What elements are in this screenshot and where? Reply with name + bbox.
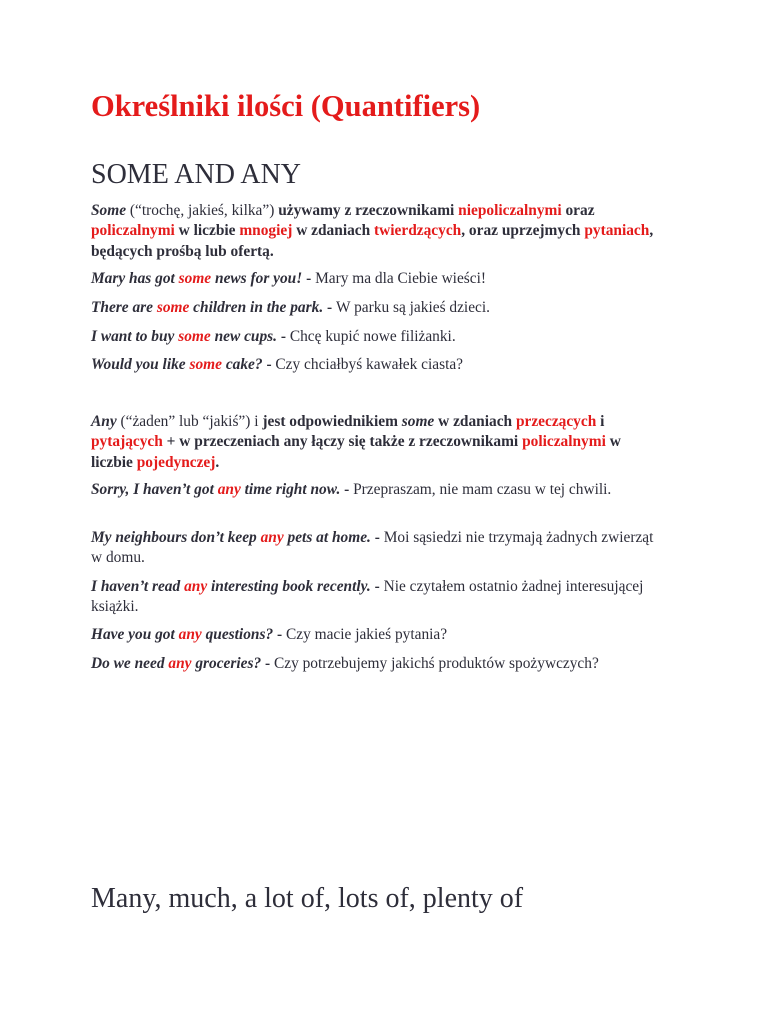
example-sentence — [91, 577, 661, 618]
example-english: pets at home. — [283, 529, 371, 546]
some-intro-paragraph — [91, 201, 661, 262]
intro-text: (“żaden” lub “jakiś”) i — [116, 413, 263, 430]
example-translation: Czy chciałbyś kawałek ciasta? — [275, 356, 464, 373]
section-heading-some-any: SOME AND ANY — [91, 159, 302, 190]
term-some: Some — [91, 202, 127, 219]
highlight-affirmative: twierdzących — [374, 222, 462, 240]
example-english: Would you like — [91, 356, 190, 373]
highlight-negative: przeczących — [515, 413, 597, 430]
example-keyword: any — [217, 481, 241, 498]
example-keyword: any — [168, 655, 192, 672]
intro-text: , będących prośbą lub ofertą. — [91, 222, 654, 260]
example-dash: - — [277, 328, 290, 345]
example-sentence — [91, 654, 661, 674]
intro-text: w liczbie — [91, 433, 621, 471]
page-title: Określniki ilości (Quantifiers) — [91, 89, 481, 123]
intro-text: w liczbie — [174, 222, 240, 240]
example-dash: - — [273, 626, 286, 643]
term-some: some — [401, 413, 435, 430]
example-english: news for you! — [211, 270, 303, 287]
example-translation: Mary ma dla Ciebie wieści! — [315, 270, 487, 287]
highlight-interrogative: pytających — [91, 433, 163, 451]
example-dash: - — [370, 529, 384, 546]
example-sentence — [91, 528, 661, 569]
example-keyword: some — [178, 270, 212, 287]
example-english: Mary has got — [91, 270, 179, 287]
intro-text: (“trochę, jakieś, kilka”) — [126, 202, 279, 219]
example-keyword: some — [189, 356, 222, 373]
example-english: Do we need — [91, 655, 169, 672]
intro-text: + w przeczeniach any łączy się także z rzeczownikami — [162, 433, 523, 451]
example-keyword: any — [260, 529, 284, 546]
section-heading-many-much: Many, much, a lot of, lots of, plenty of — [91, 883, 524, 914]
example-sentence — [91, 355, 661, 375]
highlight-countable: policzalnymi — [522, 433, 606, 451]
example-dash: - — [323, 299, 336, 316]
example-english: interesting book recently. — [207, 578, 375, 595]
example-english: Have you got — [91, 626, 179, 643]
intro-text: w zdaniach — [292, 222, 375, 240]
intro-text: oraz — [561, 202, 595, 219]
example-translation: Nie czytałem ostatnio żadnej interesującej książki. — [91, 578, 644, 616]
example-english: questions? — [201, 626, 274, 643]
example-keyword: some — [178, 328, 211, 345]
example-sentence — [91, 480, 661, 500]
example-english: My neighbours don’t keep — [91, 529, 261, 546]
example-english: children in the park. — [189, 299, 324, 316]
example-sentence — [91, 269, 661, 289]
example-keyword: any — [184, 578, 208, 595]
example-translation: Przepraszam, nie mam czasu w tej chwili. — [353, 481, 612, 498]
example-english: time right now. — [240, 481, 341, 498]
highlight-plural: mnogiej — [239, 222, 293, 240]
example-dash: - — [262, 356, 276, 373]
example-english: groceries? — [191, 655, 262, 672]
example-english: I want to buy — [91, 328, 179, 345]
example-dash: - — [261, 655, 274, 672]
highlight-countable: policzalnymi — [91, 222, 175, 240]
intro-text: w zdaniach — [434, 413, 516, 430]
highlight-questions: pytaniach — [584, 222, 650, 240]
intro-text: jest odpowiednikiem — [262, 413, 402, 430]
highlight-uncountable: niepoliczalnymi — [458, 202, 562, 219]
example-translation: W parku są jakieś dzieci. — [336, 299, 490, 316]
example-translation: Czy potrzebujemy jakichś produktów spożywczych? — [273, 655, 599, 672]
example-english: I haven’t read — [91, 578, 185, 595]
example-dash: - — [302, 270, 316, 287]
example-dash: - — [340, 481, 354, 498]
example-translation: Czy macie jakieś pytania? — [285, 626, 448, 643]
example-english: new cups. — [210, 328, 278, 345]
example-english: There are — [91, 299, 157, 316]
any-intro-paragraph — [91, 412, 661, 473]
intro-text: i — [596, 413, 605, 430]
example-translation: Moi sąsiedzi nie trzymają żadnych zwierząt w domu. — [91, 529, 654, 567]
example-sentence — [91, 625, 661, 645]
example-sentence — [91, 298, 661, 318]
example-sentence — [91, 327, 661, 347]
intro-text: , oraz uprzejmych — [461, 222, 585, 240]
intro-text: używamy z rzeczownikami — [278, 202, 459, 219]
example-keyword: some — [156, 299, 190, 316]
example-english: Sorry, I haven’t got — [91, 481, 218, 498]
example-translation: Chcę kupić nowe filiżanki. — [289, 328, 456, 345]
intro-text: . — [215, 453, 220, 471]
highlight-singular: pojedynczej — [136, 453, 216, 471]
term-any: Any — [91, 413, 117, 430]
example-english: cake? — [221, 356, 263, 373]
example-keyword: any — [178, 626, 202, 643]
example-dash: - — [374, 578, 384, 595]
